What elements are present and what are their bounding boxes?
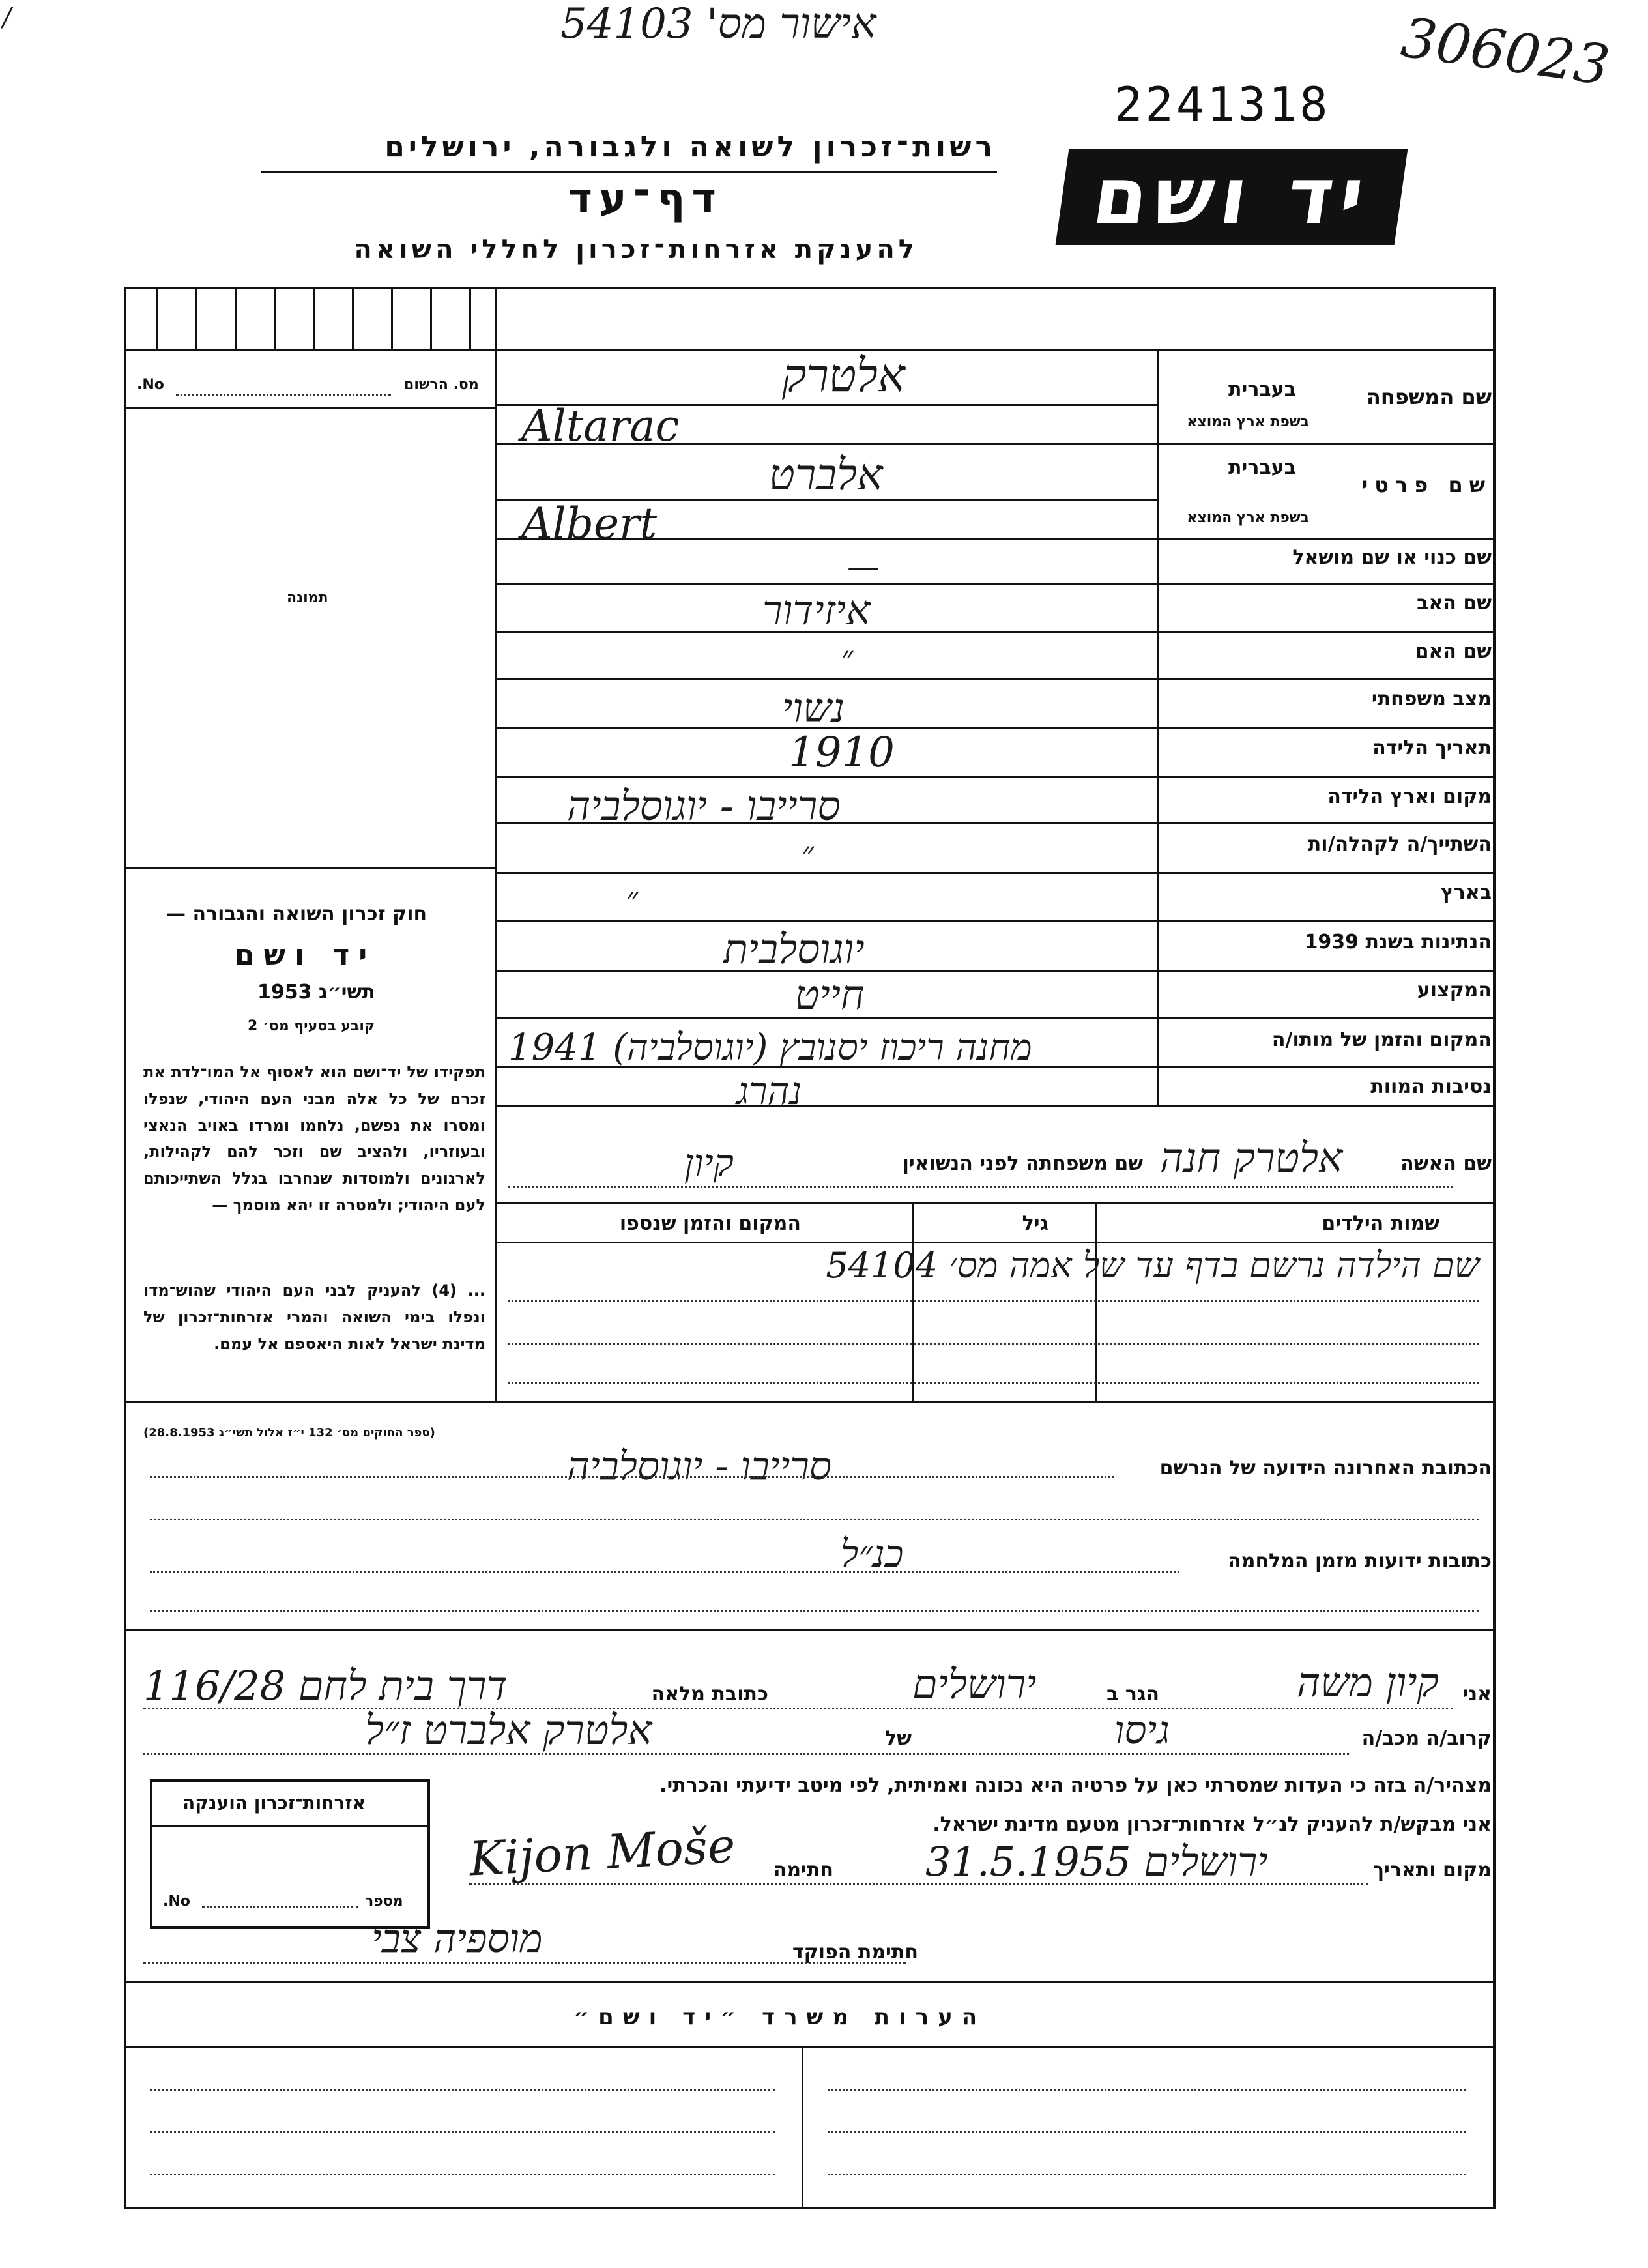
declarant-address-value: דרך בית לחם 116/28 xyxy=(143,1662,508,1709)
request-text: אני מבקש/ת להעניק לנ״ל אזרחות־זכרון מטעם מדינת ישראל. xyxy=(932,1813,1492,1836)
photo-label: תמונה xyxy=(287,590,328,606)
wife-label: שם האשה xyxy=(1400,1152,1492,1175)
surname-hebrew-value: אלטרק xyxy=(782,349,905,402)
registration-label: מס. הרשום xyxy=(404,377,479,393)
sheet-number: 2241318 xyxy=(1114,77,1331,132)
citizenship-value: יוגוסלבית xyxy=(723,925,865,973)
maiden-name-label: שם משפחתה לפני הנשואין xyxy=(902,1152,1143,1175)
declaration-text: מצהיר/ה בזה כי העדות שמסרתי כאן על פרטיה היא נכונה ואמיתית, לפי מיטב ידיעתי והכרתי. xyxy=(659,1774,1492,1797)
signature-value: Kijon Moše xyxy=(468,1818,737,1887)
death-circumstances-value: נהרג xyxy=(736,1069,802,1113)
nickname-value: — xyxy=(847,547,880,585)
birthdate-label: תאריך הלידה xyxy=(1372,736,1492,759)
firstname-origin-label: בשפת ארץ המוצא xyxy=(1187,510,1309,526)
mother-value: ״ xyxy=(841,639,853,676)
law-title: חוק זכרון השואה והגבורה — xyxy=(166,903,427,925)
declarant-i-label: אני xyxy=(1462,1683,1492,1706)
children-age-header: גיל xyxy=(1022,1212,1048,1235)
officer-signature-label: חתימת הפוקד xyxy=(792,1941,918,1964)
marital-label: מצב משפחתי xyxy=(1371,688,1492,710)
law-body: תפקידו של יד־ושם הוא לאסוף אל המו־לדת את זכרם של כל אלה מבני העם היהודי, שנפלו ומסרו את נפשם, נלחמו ומרדו באויב הנאצי ובעוזריו, ולהציב שם וזכר להם לקהילות, לארגונים ולמוסדות שנחרבו בגלל השתייכותם לעם היהודי; ולמטרה זו יהא מוסמך — xyxy=(143,1063,485,1214)
father-value: איזידור xyxy=(762,587,871,634)
law-reference: (ספר החוקים מס׳ 132 י״ז אלול תשי״ג 28.8.1953) xyxy=(143,1426,435,1440)
birthplace-value: סרייבו - יוגוסלביה xyxy=(567,782,841,830)
birthdate-value: 1910 xyxy=(788,729,895,777)
approval-note: אישור מס' 54103 xyxy=(560,0,876,48)
yad-vashem-logo xyxy=(1056,149,1408,245)
wife-value: אלטרק חנה xyxy=(1160,1134,1343,1182)
header-rule xyxy=(261,171,997,173)
death-place-value: מחנה ריכוז יסנובץ (יוגוסלביה) 1941 xyxy=(508,1026,1032,1069)
certificate-number-label: מספר xyxy=(365,1893,403,1910)
registration-no-label: No. xyxy=(137,377,164,393)
firstname-origin-value: Albert xyxy=(521,499,658,549)
law-section: קובע בסעיף מס׳ 2 xyxy=(248,1018,375,1034)
community-value: ״ xyxy=(802,834,814,872)
last-address-value: סרייבו - יוגוסלביה xyxy=(567,1444,831,1489)
declarant-relation-value: גיסו xyxy=(1114,1708,1170,1753)
archive-number: 306023 xyxy=(1397,5,1613,98)
certificate-title: אזרחות־זכרון הוענקה xyxy=(182,1792,366,1814)
office-notes-title: הערות משרד ״יד ושם״ xyxy=(573,2004,987,2030)
death-circumstances-label: נסיבות המוות xyxy=(1370,1075,1492,1098)
profession-value: חייט xyxy=(795,971,865,1019)
declarant-of-label: של xyxy=(885,1727,912,1750)
surname-label: שם המשפחה xyxy=(1366,385,1492,409)
law-clause: ... (4) להעניק לבני העם היהודי שהוש־מדו ונפלו בימי השואה והמרי אזרחות־זכרון של מדינת ישראל לאות היאספם אל עמם. xyxy=(143,1281,485,1353)
death-place-label: המקום והזמן של מותו/ה xyxy=(1271,1028,1492,1051)
community-label: השתייך/ה לקהלה/ות xyxy=(1307,833,1492,856)
maiden-name-value: קיון xyxy=(684,1141,734,1185)
corner-mark: / xyxy=(3,3,12,33)
place-date-label: מקום ותאריך xyxy=(1372,1859,1492,1882)
officer-signature-value: מוספיה צבי xyxy=(371,1916,543,1962)
nickname-label: שם כנוי או שם מושאל xyxy=(1292,546,1492,569)
firstname-hebrew-value: אלברט xyxy=(769,450,883,500)
children-place-header: המקום והזמן שנספו xyxy=(619,1212,801,1235)
form-subtitle: להענקת אזרחות־זכרון לחללי השואה xyxy=(354,235,918,265)
signature-label: חתימה xyxy=(773,1859,833,1882)
declarant-resident-label: הגר ב xyxy=(1106,1683,1159,1706)
marital-value: נשוי xyxy=(782,684,845,732)
firstname-label: שם פרטי xyxy=(1361,472,1492,497)
children-names-header: שמות הילדים xyxy=(1322,1212,1439,1235)
birthplace-label: מקום וארץ הלידה xyxy=(1327,785,1492,808)
country-label: בארץ xyxy=(1440,881,1492,904)
war-address-label: כתובות ידועות מזמן המלחמה xyxy=(1228,1550,1492,1573)
war-address-value: כנ״ל xyxy=(841,1532,904,1576)
left-column-divider xyxy=(495,287,497,1401)
law-year: תשי״ג 1953 xyxy=(257,981,375,1004)
form-title: דף־עד xyxy=(568,175,723,223)
authority-name: רשות־זכרון לשואה ולגבורה, ירושלים xyxy=(384,130,996,164)
surname-in-hebrew-label: בעברית xyxy=(1228,378,1296,401)
profession-label: המקצוע xyxy=(1417,979,1492,1002)
declarant-of-value: אלטרק אלברט ז״ל xyxy=(365,1706,652,1754)
surname-origin-value: Altarac xyxy=(521,401,680,451)
certificate-no-label: No. xyxy=(163,1893,190,1910)
firstname-in-hebrew-label: בעברית xyxy=(1228,456,1296,479)
surname-origin-label: בשפת ארץ המוצא xyxy=(1187,414,1309,430)
father-label: שם האב xyxy=(1417,592,1492,615)
declarant-relation-label: קרוב/ה מכב/ה xyxy=(1361,1727,1492,1750)
logo-text: יד ושם xyxy=(1087,151,1376,242)
place-date-value: ירושלים 31.5.1955 xyxy=(925,1838,1268,1885)
declarant-name-value: קיון משה xyxy=(1297,1659,1439,1706)
mother-label: שם האם xyxy=(1415,640,1492,663)
country-value: ״ xyxy=(626,880,638,918)
law-name: יד ושם xyxy=(235,938,377,972)
children-value: שם הילדה נרשם בדף עד של אמה מס׳ 54104 xyxy=(826,1245,1479,1286)
declarant-city-value: ירושלים xyxy=(912,1661,1037,1708)
citizenship-label: הנתינות בשנת 1939 xyxy=(1304,931,1492,953)
last-address-label: הכתובת האחרונה הידועה של הנרשם xyxy=(1159,1457,1492,1479)
declarant-address-label: כתובת מלאה xyxy=(651,1683,768,1706)
